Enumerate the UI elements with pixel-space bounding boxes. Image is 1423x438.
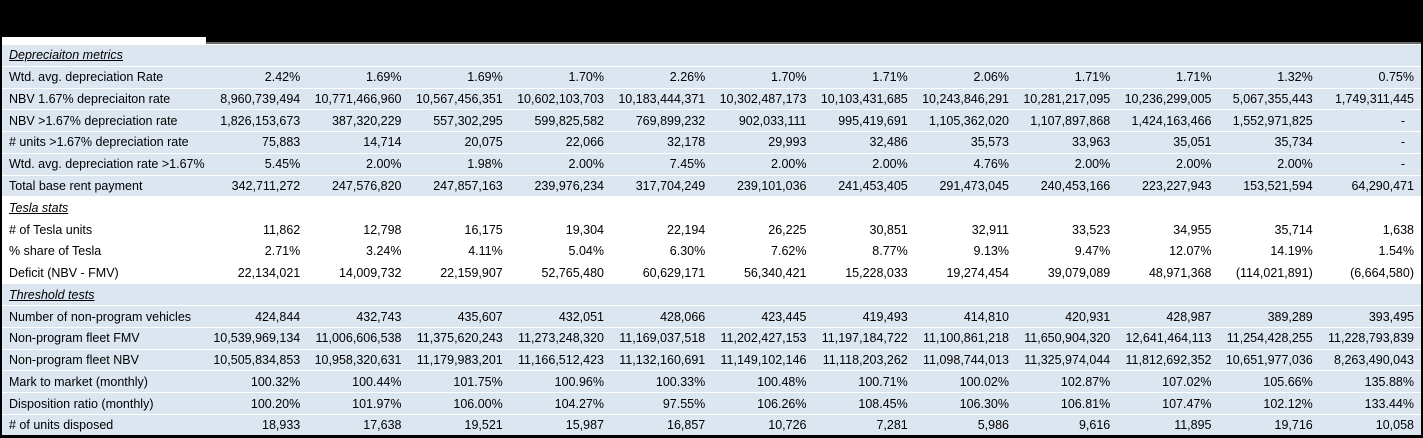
section-header-row	[2, 44, 1421, 66]
data-cell[interactable]: 12,798	[363, 222, 402, 237]
data-cell[interactable]: 902,033,111	[738, 113, 807, 128]
table-row	[2, 305, 1421, 327]
table-section	[2, 44, 1421, 196]
data-cell[interactable]: 247,576,820	[331, 178, 402, 193]
data-cell[interactable]: 106.81%	[1060, 396, 1111, 411]
data-cell[interactable]: 769,899,232	[635, 113, 706, 128]
data-cell[interactable]: 100.71%	[858, 374, 908, 389]
data-cell[interactable]: 15,987	[565, 418, 604, 433]
data-cell[interactable]: 11,098,744,013	[923, 353, 1009, 368]
row-label[interactable]: Mark to market (monthly)	[9, 374, 148, 389]
table-section	[2, 283, 1421, 435]
row-label[interactable]: # of Tesla units	[9, 222, 93, 237]
data-cell[interactable]: 22,159,907	[440, 266, 503, 281]
data-cell[interactable]: 102.12%	[1263, 396, 1313, 411]
data-cell[interactable]: 10,243,846,291	[922, 91, 1009, 106]
data-cell[interactable]: 10,771,466,960	[314, 91, 402, 106]
data-cell[interactable]: -	[1400, 113, 1405, 128]
data-cell[interactable]: 106.26%	[757, 396, 807, 411]
data-cell[interactable]: 241,453,405	[838, 178, 908, 193]
data-cell[interactable]: 30,851	[869, 222, 908, 237]
data-cell[interactable]: 2.00%	[872, 157, 908, 172]
data-cell[interactable]: 11,254,428,255	[1226, 331, 1313, 346]
data-cell[interactable]: 133.44%	[1364, 396, 1414, 411]
data-cell[interactable]: 557,302,295	[433, 113, 503, 128]
data-cell[interactable]: 11,006,606,538	[315, 331, 402, 346]
data-cell[interactable]: 6.30%	[669, 244, 706, 259]
data-cell[interactable]: 100.02%	[959, 374, 1009, 389]
data-cell[interactable]: 153,521,594	[1243, 178, 1313, 193]
table-row	[2, 414, 1421, 436]
row-label[interactable]: Wtd. avg. depreciation rate >1.67%	[9, 157, 205, 172]
data-cell[interactable]: 393,495	[1368, 309, 1414, 324]
data-cell[interactable]: 423,445	[761, 309, 807, 324]
data-cell[interactable]: (6,664,580)	[1350, 266, 1414, 281]
data-cell[interactable]: 106.00%	[453, 396, 503, 411]
data-cell[interactable]: 22,066	[565, 135, 604, 150]
data-cell[interactable]: 9.13%	[973, 244, 1009, 259]
data-cell[interactable]: (114,021,891)	[1235, 266, 1313, 281]
section-header-row	[2, 283, 1421, 305]
data-cell[interactable]: 108.45%	[858, 396, 908, 411]
data-cell[interactable]: 15,228,033	[845, 266, 908, 281]
data-cell[interactable]: 22,134,021	[237, 266, 301, 281]
data-cell[interactable]: 11,169,037,518	[619, 331, 706, 346]
data-cell[interactable]: 75,883	[262, 135, 301, 150]
data-cell[interactable]: 101.75%	[453, 374, 503, 389]
data-cell[interactable]: 239,976,234	[534, 178, 604, 193]
table-row	[2, 109, 1421, 131]
data-cell[interactable]: 5,067,355,443	[1232, 91, 1313, 106]
data-cell[interactable]: 2.00%	[568, 157, 604, 172]
data-cell[interactable]: 1,749,311,445	[1334, 91, 1414, 106]
table-row	[2, 370, 1421, 392]
data-cell[interactable]: 135.88%	[1364, 374, 1414, 389]
data-cell[interactable]: 18,933	[262, 418, 301, 433]
data-cell[interactable]: 35,734	[1274, 135, 1313, 150]
data-cell[interactable]: 7.62%	[771, 244, 807, 259]
data-cell[interactable]: 2.00%	[1176, 157, 1212, 172]
data-cell[interactable]: 2.42%	[264, 70, 301, 85]
data-cell[interactable]: 10,281,217,095	[1023, 91, 1111, 106]
data-cell[interactable]: 20,075	[464, 135, 503, 150]
data-cell[interactable]: 14,714	[363, 135, 402, 150]
data-cell[interactable]: 223,227,943	[1141, 178, 1212, 193]
data-cell[interactable]: 4.76%	[973, 157, 1009, 172]
row-label[interactable]: # units >1.67% depreciation rate	[9, 135, 189, 150]
row-label[interactable]: Number of non-program vehicles	[9, 309, 192, 324]
table-row	[2, 175, 1421, 197]
data-cell[interactable]: 247,857,163	[433, 178, 503, 193]
data-cell[interactable]: 33,523	[1072, 222, 1111, 237]
data-cell[interactable]: 5.45%	[264, 157, 301, 172]
data-cell[interactable]: 11,118,203,262	[822, 353, 908, 368]
data-cell[interactable]: 39,079,089	[1047, 266, 1111, 281]
row-label[interactable]: Total base rent payment	[9, 178, 143, 193]
table-row	[2, 153, 1421, 175]
row-label[interactable]: % share of Tesla	[9, 244, 102, 259]
data-cell[interactable]: -	[1400, 135, 1405, 150]
table-row	[2, 349, 1421, 371]
data-cell[interactable]: 414,810	[963, 309, 1009, 324]
data-cell[interactable]: 1,107,897,868	[1030, 113, 1111, 128]
data-cell[interactable]: 35,051	[1173, 135, 1212, 150]
table-row	[2, 88, 1421, 110]
data-cell[interactable]: 11,812,692,352	[1125, 353, 1212, 368]
data-cell[interactable]: 387,320,229	[331, 113, 402, 128]
data-cell[interactable]: 3.24%	[366, 244, 402, 259]
data-cell[interactable]: 22,194	[667, 222, 706, 237]
data-cell[interactable]: 56,340,421	[743, 266, 807, 281]
data-cell[interactable]: 32,911	[971, 222, 1009, 237]
data-cell[interactable]: 19,521	[464, 418, 503, 433]
data-cell[interactable]: 100.48%	[757, 374, 807, 389]
data-cell[interactable]: 11,895	[1174, 418, 1212, 433]
data-cell[interactable]: 101.97%	[352, 396, 402, 411]
data-cell[interactable]: 8.77%	[872, 244, 908, 259]
data-cell[interactable]: 11,179,983,201	[416, 353, 503, 368]
data-cell[interactable]: 1.69%	[366, 70, 402, 85]
data-cell[interactable]: 64,290,471	[1351, 178, 1414, 193]
table-row	[2, 262, 1421, 284]
data-cell[interactable]: 26,225	[768, 222, 807, 237]
data-cell[interactable]: 432,743	[356, 309, 402, 324]
data-cell[interactable]: 2.06%	[973, 70, 1009, 85]
data-cell[interactable]: 35,714	[1274, 222, 1313, 237]
data-cell[interactable]: 100.20%	[250, 396, 301, 411]
data-cell[interactable]: 2.00%	[366, 157, 402, 172]
data-cell[interactable]: 11,862	[262, 222, 301, 237]
data-cell[interactable]: 1.54%	[1378, 244, 1414, 259]
data-cell[interactable]: 32,486	[869, 135, 908, 150]
label-column-header-cell[interactable]	[2, 37, 206, 44]
data-cell[interactable]: 19,274,454	[946, 266, 1009, 281]
data-cell[interactable]: 599,825,582	[534, 113, 604, 128]
data-cell[interactable]: 11,197,184,722	[821, 331, 908, 346]
data-cell[interactable]: 11,273,248,320	[518, 331, 604, 346]
data-cell[interactable]: 32,178	[667, 135, 706, 150]
data-cell[interactable]: 428,066	[660, 309, 706, 324]
data-cell[interactable]: 1.71%	[872, 70, 908, 85]
data-cell[interactable]: 419,493	[862, 309, 908, 324]
data-cell[interactable]: 2.71%	[264, 244, 301, 259]
data-cell[interactable]: 10,539,969,134	[213, 331, 301, 346]
data-cell[interactable]: 995,419,691	[838, 113, 908, 128]
row-label[interactable]: NBV >1.67% depreciation rate	[9, 113, 178, 128]
data-cell[interactable]: 10,103,431,685	[820, 91, 908, 106]
data-cell[interactable]: 11,149,102,146	[720, 353, 807, 368]
data-cell[interactable]: 100.33%	[655, 374, 706, 389]
data-cell[interactable]: 104.27%	[554, 396, 604, 411]
table-row	[2, 66, 1421, 88]
data-cell[interactable]: 1,638	[1382, 222, 1414, 237]
data-cell[interactable]: 35,573	[970, 135, 1009, 150]
data-cell[interactable]: 9.47%	[1074, 244, 1111, 259]
data-cell[interactable]: 100.32%	[250, 374, 301, 389]
data-cell[interactable]: 105.66%	[1263, 374, 1313, 389]
data-cell[interactable]: 102.87%	[1060, 374, 1111, 389]
data-cell[interactable]: 106.30%	[959, 396, 1009, 411]
data-cell[interactable]: 11,100,861,218	[923, 331, 1009, 346]
data-cell[interactable]: 10,302,487,173	[719, 91, 807, 106]
data-cell[interactable]: 7,281	[876, 418, 908, 433]
data-cell[interactable]: 389,289	[1267, 309, 1313, 324]
data-cell[interactable]: 11,166,512,423	[518, 353, 604, 368]
data-cell[interactable]: 1.69%	[467, 70, 503, 85]
data-cell[interactable]: 11,325,974,044	[1024, 353, 1111, 368]
data-cell[interactable]: 240,453,166	[1040, 178, 1111, 193]
row-label[interactable]: Wtd. avg. depreciation Rate	[9, 70, 164, 85]
section-title[interactable]: Threshold tests	[9, 287, 95, 302]
data-cell[interactable]: 10,183,444,371	[618, 91, 706, 106]
data-cell[interactable]: 14,009,732	[338, 266, 402, 281]
data-cell[interactable]: 10,058	[1375, 418, 1414, 433]
data-cell[interactable]: 97.55%	[662, 396, 706, 411]
table-row	[2, 218, 1421, 240]
data-cell[interactable]: 34,955	[1173, 222, 1212, 237]
data-cell[interactable]: 17,638	[363, 418, 402, 433]
row-label[interactable]: Non-program fleet NBV	[9, 353, 139, 368]
data-cell[interactable]: 100.44%	[352, 374, 402, 389]
table-row	[2, 327, 1421, 349]
table-body	[2, 44, 1421, 436]
data-cell[interactable]: 48,971,368	[1148, 266, 1212, 281]
row-label[interactable]: Non-program fleet FMV	[9, 331, 140, 346]
data-cell[interactable]: 11,375,620,243	[416, 331, 503, 346]
data-cell[interactable]: 16,175	[464, 222, 503, 237]
data-cell[interactable]: 33,963	[1072, 135, 1111, 150]
table-row	[2, 131, 1421, 153]
data-cell[interactable]: 11,132,160,691	[619, 353, 706, 368]
data-cell[interactable]: 12.07%	[1169, 244, 1212, 259]
data-cell[interactable]: 9,616	[1078, 418, 1111, 433]
data-cell[interactable]: 16,857	[667, 418, 706, 433]
data-cell[interactable]: 10,602,103,703	[517, 91, 604, 106]
data-cell[interactable]: 12,641,464,113	[1125, 331, 1212, 346]
data-cell[interactable]: 100.96%	[554, 374, 604, 389]
data-cell[interactable]: 435,607	[457, 309, 503, 324]
row-label[interactable]: # of units disposed	[9, 418, 114, 433]
data-cell[interactable]: 1.71%	[1176, 70, 1212, 85]
section-title[interactable]: Depreciaiton metrics	[9, 48, 123, 63]
data-cell[interactable]: 8,263,490,043	[1334, 353, 1414, 368]
data-cell[interactable]: 2.00%	[771, 157, 807, 172]
table-row	[2, 240, 1421, 262]
data-cell[interactable]: 52,765,480	[541, 266, 604, 281]
data-cell[interactable]: 317,704,249	[635, 178, 706, 193]
data-cell[interactable]: 5.04%	[568, 244, 604, 259]
data-cell[interactable]: 428,987	[1166, 309, 1212, 324]
data-cell[interactable]: 11,202,427,153	[720, 331, 807, 346]
data-cell[interactable]: 1,552,971,825	[1232, 113, 1313, 128]
data-cell[interactable]: 1,826,153,673	[220, 113, 301, 128]
data-cell[interactable]: 1.70%	[771, 70, 807, 85]
section-header-row	[2, 196, 1421, 218]
data-cell[interactable]: 19,304	[565, 222, 604, 237]
data-cell[interactable]: 19,716	[1274, 418, 1313, 433]
data-cell[interactable]: 291,473,045	[939, 178, 1009, 193]
data-cell[interactable]: 424,844	[255, 309, 301, 324]
data-cell[interactable]: 107.47%	[1162, 396, 1212, 411]
data-cell[interactable]: 1.98%	[467, 157, 503, 172]
data-cell[interactable]: 0.75%	[1378, 70, 1414, 85]
data-cell[interactable]: 10,236,299,005	[1124, 91, 1212, 106]
table-section	[2, 196, 1421, 283]
data-cell[interactable]: 1.71%	[1074, 70, 1111, 85]
data-cell[interactable]: 5,986	[977, 418, 1009, 433]
table-row	[2, 392, 1421, 414]
data-cell[interactable]: 1.70%	[568, 70, 604, 85]
data-cell[interactable]: 2.00%	[1277, 157, 1313, 172]
section-title[interactable]: Tesla stats	[9, 200, 69, 215]
data-cell[interactable]: 11,650,904,320	[1024, 331, 1111, 346]
data-cell[interactable]: 1,105,362,020	[929, 113, 1009, 128]
data-cell[interactable]: 10,567,456,351	[415, 91, 503, 106]
row-label[interactable]: Deficit (NBV - FMV)	[9, 266, 119, 281]
data-cell[interactable]: 432,051	[558, 309, 604, 324]
data-cell[interactable]: 14.19%	[1270, 244, 1313, 259]
row-label[interactable]: NBV 1.67% depreciaiton rate	[9, 91, 171, 106]
data-cell[interactable]: 420,931	[1065, 309, 1111, 324]
data-cell[interactable]: 1,424,163,466	[1131, 113, 1212, 128]
header-band	[2, 0, 1421, 44]
data-cell[interactable]: 10,726	[768, 418, 807, 433]
data-cell[interactable]: 29,993	[768, 135, 807, 150]
data-cell[interactable]: 8,960,739,494	[220, 91, 301, 106]
data-cell[interactable]: 10,651,977,036	[1225, 353, 1313, 368]
data-cell[interactable]: 4.11%	[468, 244, 503, 259]
data-cell[interactable]: 342,711,272	[231, 178, 301, 193]
data-cell[interactable]: 60,629,171	[642, 266, 706, 281]
data-cell[interactable]: 2.26%	[669, 70, 706, 85]
data-cell[interactable]: 239,101,036	[736, 178, 807, 193]
data-cell[interactable]: -	[1400, 157, 1405, 172]
data-cell[interactable]: 10,958,320,631	[314, 353, 402, 368]
data-cell[interactable]: 10,505,834,853	[213, 353, 301, 368]
data-cell[interactable]: 2.00%	[1074, 157, 1111, 172]
data-cell[interactable]: 107.02%	[1162, 374, 1212, 389]
data-cell[interactable]: 7.45%	[669, 157, 706, 172]
data-cell[interactable]: 11,228,793,839	[1328, 331, 1414, 346]
data-cell[interactable]: 1.32%	[1277, 70, 1313, 85]
row-label[interactable]: Disposition ratio (monthly)	[9, 396, 154, 411]
